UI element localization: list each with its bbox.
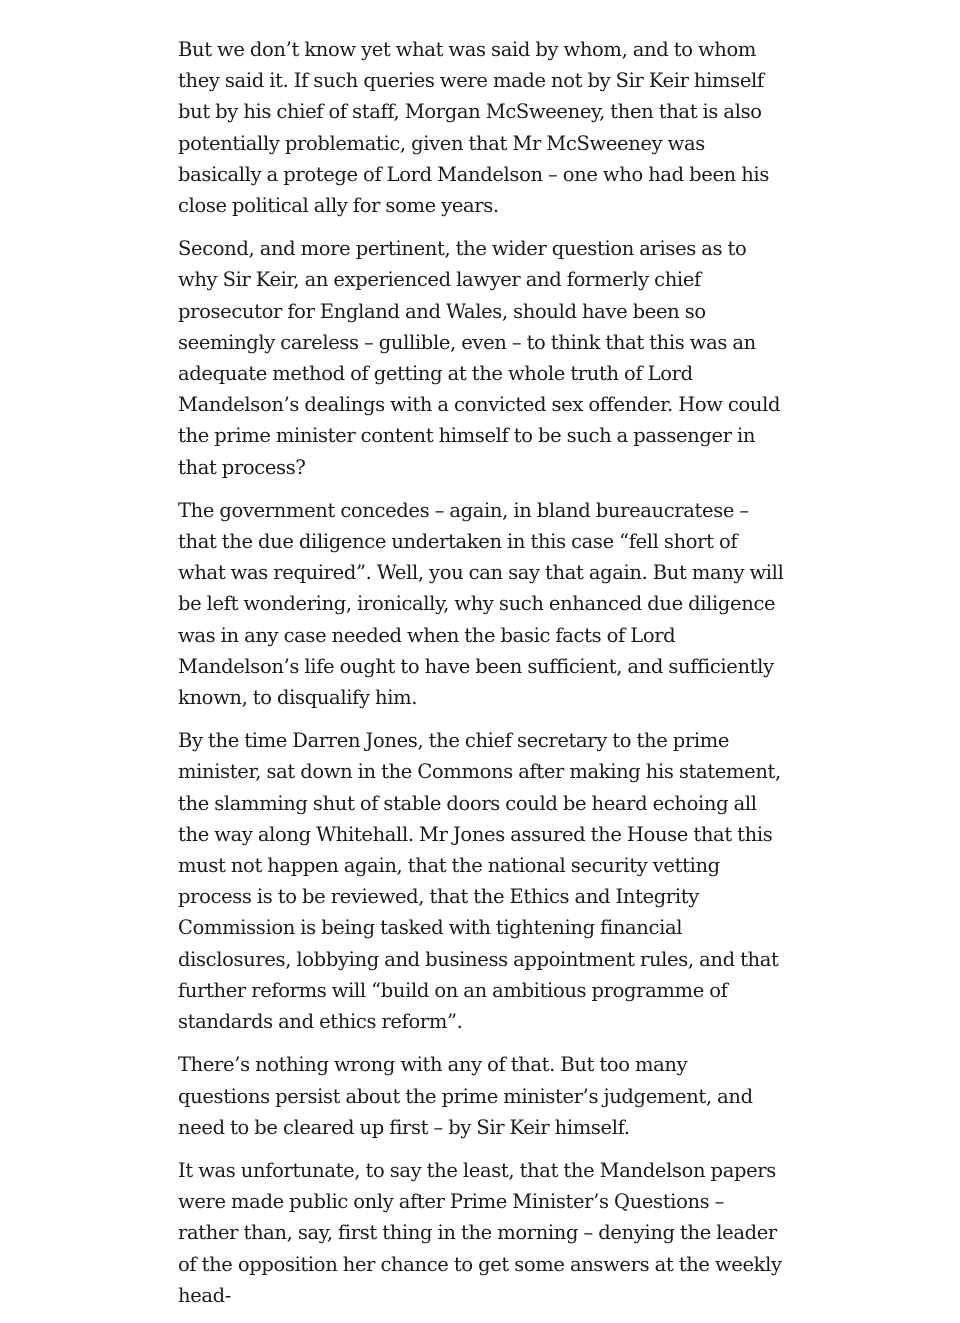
article-body: [178, 34, 784, 1323]
paragraph-5: There’s nothing wrong with any of that. But too many questions persist about the prime minister’s judgement, and need to be cleared up first – by Sir Keir himself.: [178, 1053, 753, 1139]
paragraph-3: The government concedes – again, in bland bureaucratese – that the due diligence undertaken in this case “fell short of what was required”. Well, you can say that again. But many will be left wondering, ironically, why such enhanced due diligence was in any case needed when the basic facts of Lord Mandelson’s life ought to have been sufficient, and sufficiently known, to disqualify him.: [178, 498, 784, 710]
paragraph-1: But we don’t know yet what was said by whom, and to whom they said it. If such queries were made not by Sir Keir himself but by his chief of staff, Morgan McSweeney, then that is also potentially problematic, given that Mr McSweeney was basically a protege of Lord Mandelson – one who had been his close political ally for some years.: [178, 38, 769, 218]
paragraph-4: By the time Darren Jones, the chief secretary to the prime minister, sat down in the Commons after making his statement, the slamming shut of stable doors could be heard echoing all the way along Whitehall. Mr Jones assured the House that this must not happen again, that the national security vetting process is to be reviewed, that the Ethics and Integrity Commission is being tasked with tightening financial disclosures, lobbying and business appointment rules, and that further reforms will “build on an ambitious programme of standards and ethics reform”.: [178, 729, 781, 1034]
paragraph-6: It was unfortunate, to say the least, that the Mandelson papers were made public only after Prime Minister’s Questions – rather than, say, first thing in the morning – denying the leader of the opposition her chance to get some answers at the weekly head-: [178, 1158, 782, 1307]
paragraph-2: Second, and more pertinent, the wider question arises as to why Sir Keir, an experienced lawyer and formerly chief prosecutor for England and Wales, should have been so seemingly careless – gullible, even – to think that this was an adequate method of getting at the whole truth of Lord Mandelson’s dealings with a convicted sex offender. How could the prime minister content himself to be such a passenger in that process?: [178, 237, 781, 479]
